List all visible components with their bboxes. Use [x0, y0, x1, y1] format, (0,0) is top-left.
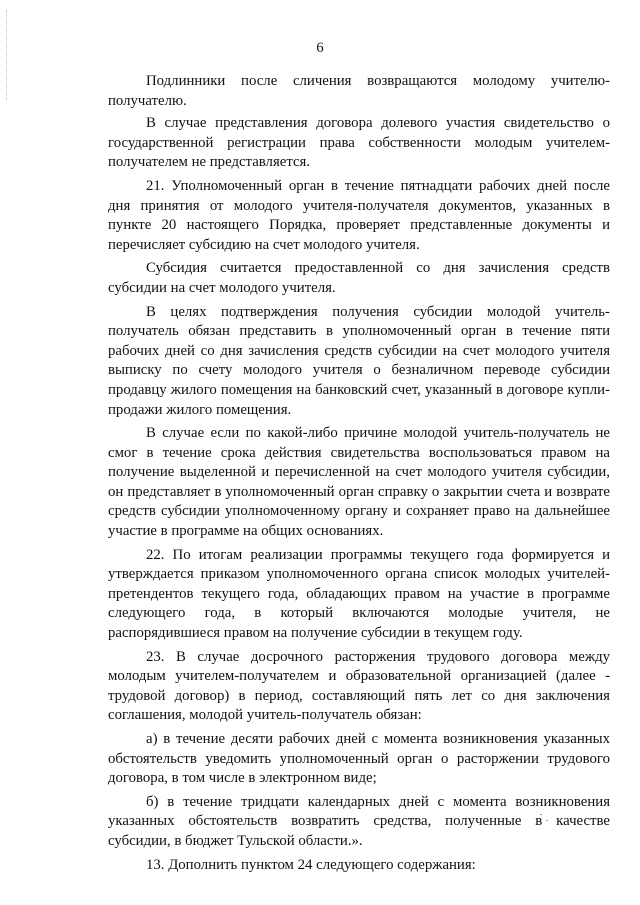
- paragraph: В случае представления договора долевого участия свидетельство о государственной регистрации права собственности молодым учителем-получателем не представляется.: [108, 115, 610, 171]
- paragraph-clause-22: 22. По итогам реализации программы текущего года формируется и утверждается приказом уполномоченного органа список молодых учителей-претендентов текущего года, обладающих правом на участие в программе следующего года, в который включаются молодые учителя, не распорядившиеся правом на получение субсидии в текущем году.: [108, 546, 610, 642]
- page-number: 6: [316, 40, 324, 56]
- paragraph-clause-23: 23. В случае досрочного расторжения трудового договора между молодым учителем-получателем и образовательной организацией (далее - трудовой договор) в период, составляющий пять лет со дня заключения соглашения, молодой учитель-получатель обязан:: [108, 648, 610, 724]
- paragraph: В случае если по какой-либо причине молодой учитель-получатель не смог в течение срока действия свидетельства воспользоваться правом на получение выделенной и перечисленной на счет молодого учителя субсидии, он представляет в уполномоченный орган справку о закрытии счета и возврате средств субсидии уполномоченному органу и сохраняет право на дальнейшее участие в программе на общих основаниях.: [108, 425, 610, 540]
- paragraph: В целях подтверждения получения субсидии молодой учитель-получатель обязан представить в уполномоченный орган в течение пяти рабочих дней со дня зачисления средств субсидии на счет молодого учителя выписку по счету молодого учителя о безналичном переводе субсидии продавцу жилого помещения на банковский счет, указанный в договоре купли-продажи жилого помещения.: [108, 303, 610, 418]
- paragraph: Подлинники после сличения возвращаются молодому учителю-получателю.: [108, 73, 610, 109]
- document-body: [108, 72, 610, 875]
- paragraph-clause-21: 21. Уполномоченный орган в течение пятнадцати рабочих дней после дня принятия от молодого учителя-получателя документов, указанных в пункте 20 настоящего Порядка, проверяет представленные документы и перечисляет субсидию на счет молодого учителя.: [108, 177, 610, 253]
- paragraph-item-a: а) в течение десяти рабочих дней с момента возникновения указанных обстоятельств уведомить уполномоченный орган о расторжении трудового договора, в том числе в электронном виде;: [108, 731, 610, 787]
- paragraph: Субсидия считается предоставленной со дня зачисления средств субсидии на счет молодого учителя.: [108, 260, 610, 296]
- paragraph-item-b: б) в течение тридцати календарных дней с момента возникновения указанных обстоятельств возвратить средства, полученные в качестве субсидии, в бюджет Тульской области.».: [108, 793, 610, 849]
- paragraph-amendment-13: 13. Дополнить пунктом 24 следующего содержания:: [146, 856, 476, 873]
